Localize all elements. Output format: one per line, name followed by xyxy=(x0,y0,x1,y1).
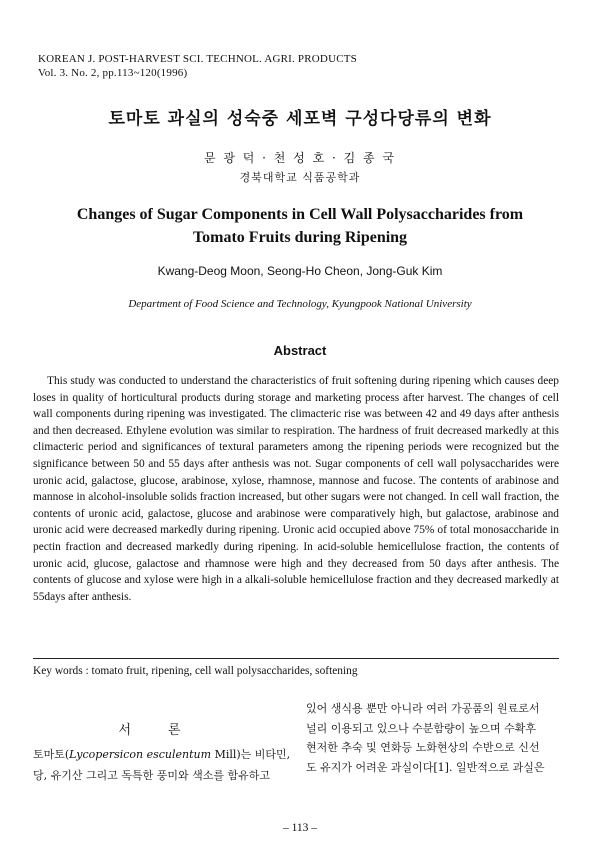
right-line-3: 현저한 추숙 및 연화등 노화현상의 수반으로 신선 xyxy=(306,741,540,754)
right-line-1: 있어 생식용 뿐만 아니라 여러 가공품의 원료로서 xyxy=(306,702,540,715)
left-column-text xyxy=(33,744,291,786)
left-line-1-suffix: Mill)는 비타민, xyxy=(211,748,291,761)
left-line-2: 당, 유기산 그리고 독특한 풍미와 색소를 함유하고 xyxy=(33,769,270,782)
abstract-body xyxy=(33,373,559,605)
korean-authors: 문 광 덕 · 천 성 호 · 김 종 국 xyxy=(203,151,397,165)
abstract-divider xyxy=(33,658,559,659)
right-line-2: 널리 이용되고 있으나 수분함량이 높으며 수확후 xyxy=(306,721,537,735)
section-heading-char2: 론 xyxy=(168,723,182,738)
journal-header xyxy=(38,52,357,80)
english-title-line1: Changes of Sugar Components in Cell Wall Polysaccharides from xyxy=(76,206,524,223)
section-heading-introduction xyxy=(35,719,265,738)
english-authors: Kwang-Deog Moon, Seong-Ho Cheon, Jong-Guk Kim xyxy=(157,264,443,278)
right-column-text xyxy=(306,699,562,777)
english-title xyxy=(40,203,560,249)
section-heading-char1: 서 xyxy=(118,723,132,738)
right-line-4: 도 유지가 어려운 과실이다[1]. 일반적으로 과실은 xyxy=(306,760,545,774)
korean-affiliation: 경북대학교 식품공학과 xyxy=(239,171,361,184)
page-number: – 113 – xyxy=(282,822,318,834)
english-affiliation: Department of Food Science and Technology, Kyungpook National University xyxy=(128,298,472,310)
left-line-1-prefix: 토마토( xyxy=(33,748,70,761)
abstract-heading: Abstract xyxy=(273,343,327,358)
abstract-text: This study was conducted to understand the characteristics of fruit softening during ripening which causes deep loses in quality of horticultural products during storage and marketing process after harvest. The changes of cell wall components during ripening was investigated. The climacteric rise was between 42 and 49 days after anthesis and then decreased. Ethylene evolution was similar to respiration. The hardness of fruit decreased markedly at this climacteric period and significances of textural parameters among the ripening periods were recognized but the significance between 50 and 55 days after anthesis was not. Sugar components of cell wall polysaccharides were uronic acid, galactose, glucose, arabinose, xylose, rhamnose, mannose and fucose. The contents of arabinose and mannose in alcohol-insoluble solids fraction increased, but other sugars were not changed. In cell wall fraction, the contents of uronic acid, galactose, glucose and arabinose were comparatively high, but galactose, arabinose and uronic acid were decreased markedly during ripening. Uronic acid occupied above 75% of total monosaccharide in pectin fraction and decreased markedly during ripening. In acid-soluble hemicellulose fraction, the contents of uronic acid, glucose, galactose and rhamnose were high and they decreased from 50 days after anthesis. The contents of glucose and xylose were high in a alkali-soluble hemicellulose fraction and they decreased markedly at 55days after anthesis. xyxy=(33,375,559,603)
keywords: Key words : tomato fruit, ripening, cell wall polysaccharides, softening xyxy=(33,665,358,677)
english-title-line2: Tomato Fruits during Ripening xyxy=(192,229,408,246)
species-name: Lycopersicon esculentum xyxy=(69,748,212,761)
journal-name: KOREAN J. POST-HARVEST SCI. TECHNOL. AGRI. PRODUCTS xyxy=(38,53,357,65)
journal-volume: Vol. 3. No. 2, pp.113~120(1996) xyxy=(38,67,188,79)
korean-title: 토마토 과실의 성숙중 세포벽 구성다당류의 변화 xyxy=(108,109,492,129)
left-line-1 xyxy=(33,744,291,765)
